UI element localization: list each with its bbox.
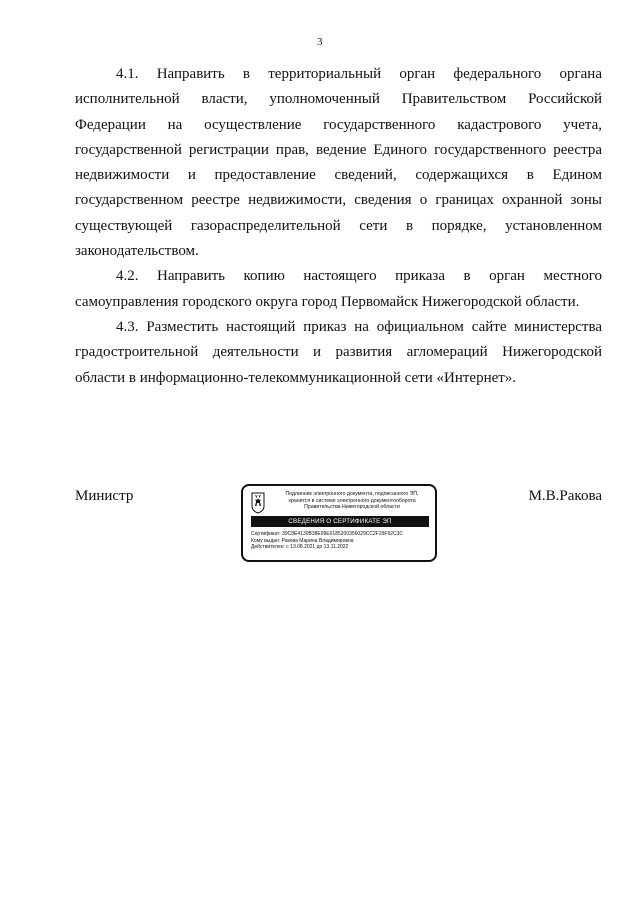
deer-emblem-icon xyxy=(251,492,265,514)
certificate-number: Сертификат: 39C8E4130B38E99E6185200356029CC2F29F92C3C xyxy=(251,531,404,537)
stamp-header-line: хранится в системе электронного документооборота xyxy=(288,497,416,504)
paragraph-4-3: 4.3. Разместить настоящий приказ на официальном сайте министерства градостроительной деятельности и развития агломераций Нижегородской области в информационно-телекоммуникационной сети «Интернет». xyxy=(75,318,602,386)
certificate-info-banner: СВЕДЕНИЯ О СЕРТИФИКАТЕ ЭП xyxy=(251,516,429,527)
stamp-header-line: Подлинник электронного документа, подписанного ЭП, xyxy=(285,491,419,497)
stamp-header-line: Правительства Нижегородской области xyxy=(304,504,400,511)
signer-title: Министр xyxy=(75,488,134,504)
document-body xyxy=(75,62,602,391)
certificate-validity: Действителен: с 13.08.2021 до 13.11.2022 xyxy=(251,544,349,551)
signer-name: М.В.Ракова xyxy=(528,488,602,504)
stamp-header xyxy=(270,491,434,511)
electronic-signature-stamp xyxy=(241,484,437,562)
paragraph-4-1: 4.1. Направить в территориальный орган федерального органа исполнительной власти, уполномоченный Правительством Российской Федерации на осуществление государственного кадастрового учета, государственной регистрации прав, ведение Единого государственного реестра недвижимости и предоставление сведений, содержащихся в Едином государственном реестре недвижимости, сведения о границах охранной зоны существующей газораспределительной сети в порядке, установленном законодательством. xyxy=(75,66,602,260)
signature-block xyxy=(75,484,602,574)
paragraph-4-2: 4.2. Направить копию настоящего приказа в орган местного самоуправления городского округа город Первомайск Нижегородской области. xyxy=(75,268,602,310)
page-number: 3 xyxy=(317,36,323,48)
certificate-owner: Кому выдан: Ракова Марина Владимировна xyxy=(251,537,354,544)
certificate-details xyxy=(251,531,431,551)
